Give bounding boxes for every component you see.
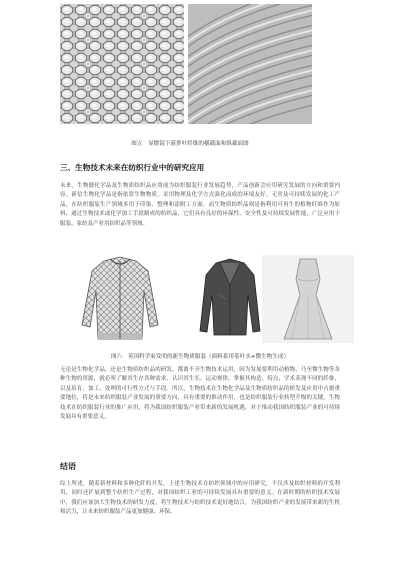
figure-5 (60, 4, 312, 124)
section-paragraph-2: 无论是生物化学品，还是生物质纺织品的研发，都离不开生物技术运用，因为发展要利用动植物、乃至微生物等各种生物的资源，就必须了解其生存各种需求、认识其生长、运动规律，掌握其构造、特点，学术表现不同的纤维，以及培育、加工，处理的可行性方式与手段。所以，生物技术在生物化学品及生物质纺织品的研发及应用中占据重要地位，将是未来纺织服装产业发展的重要方向，具有重要的推动作用，也是纺织服装行业转型升级的关键，生物技术在纺织服装行业的推广应用，将为我国纺织服装产业带来新的发展机遇，对于推动我国纺织服装产业的可持续发展具有重要意义。 (60, 367, 340, 421)
longitudinal-section-micrograph-image (188, 4, 312, 124)
section-heading: 三、生物技术未来在纺织行业中的研究应用 (60, 163, 205, 172)
conclusion-heading: 结语 (60, 462, 76, 471)
longitudinal-section-micrograph (188, 4, 312, 124)
section-paragraph-1: 未来，生物催化学品及生物质纺织品应用成为纺织服装行业发展趋势，产品创新会应用研究发展的方向和重要内容。新信生物化学品是指依靠生物物质，采用物理及化学方式强化而成的环境友好、无害及可持续发展的化工产品，在纺织服装生产领域多用于印染、整理和涂附工方面。而生物质纺织品则是指利用可再生的植物纤维作为原料，通过生物技术或化学加工手段制成的纺织品，它们具有良好的环保性、安全性及可持续发展性能，广泛应用于服装、家纺及产业用纺织品等领域。 (60, 183, 340, 227)
cross-section-micrograph (60, 4, 184, 124)
figure-6-knit-jacket (80, 255, 160, 343)
cross-section-micrograph-image (60, 4, 184, 124)
figure-6-leather-jacket (198, 255, 262, 343)
figure-5-caption: 图五 显微镜下菠萝叶纤维的横截面和纵截面图 (131, 141, 249, 147)
brown-leather-jacket (198, 255, 262, 343)
conclusion-paragraph: 综上所述，随着新材料和多种化纤的开发，上述生物技术在纺织领域中的应用研究，不仅涉及纺织材料的开发利用，同时还扩展到整个纺织生产过程，对我国纺织工业的可持续发展具有重要的意义。在新时期的纺织技术发展中，我们应该加大生物技术的研发力度，将生物技术与纺织技术更好地结合，为我国纺织产业的发展带来新的生机和活力，让未来纺织服装产品更加健康、环保。 (60, 481, 340, 516)
figure-6-caption: 图六 英国科学家发明的新生物质服装（面料系用茶叶水+微生物生成） (110, 354, 290, 360)
patterned-knit-jacket (80, 255, 160, 343)
dress-on-mannequin (262, 255, 354, 343)
figure-6-dress (262, 255, 354, 343)
